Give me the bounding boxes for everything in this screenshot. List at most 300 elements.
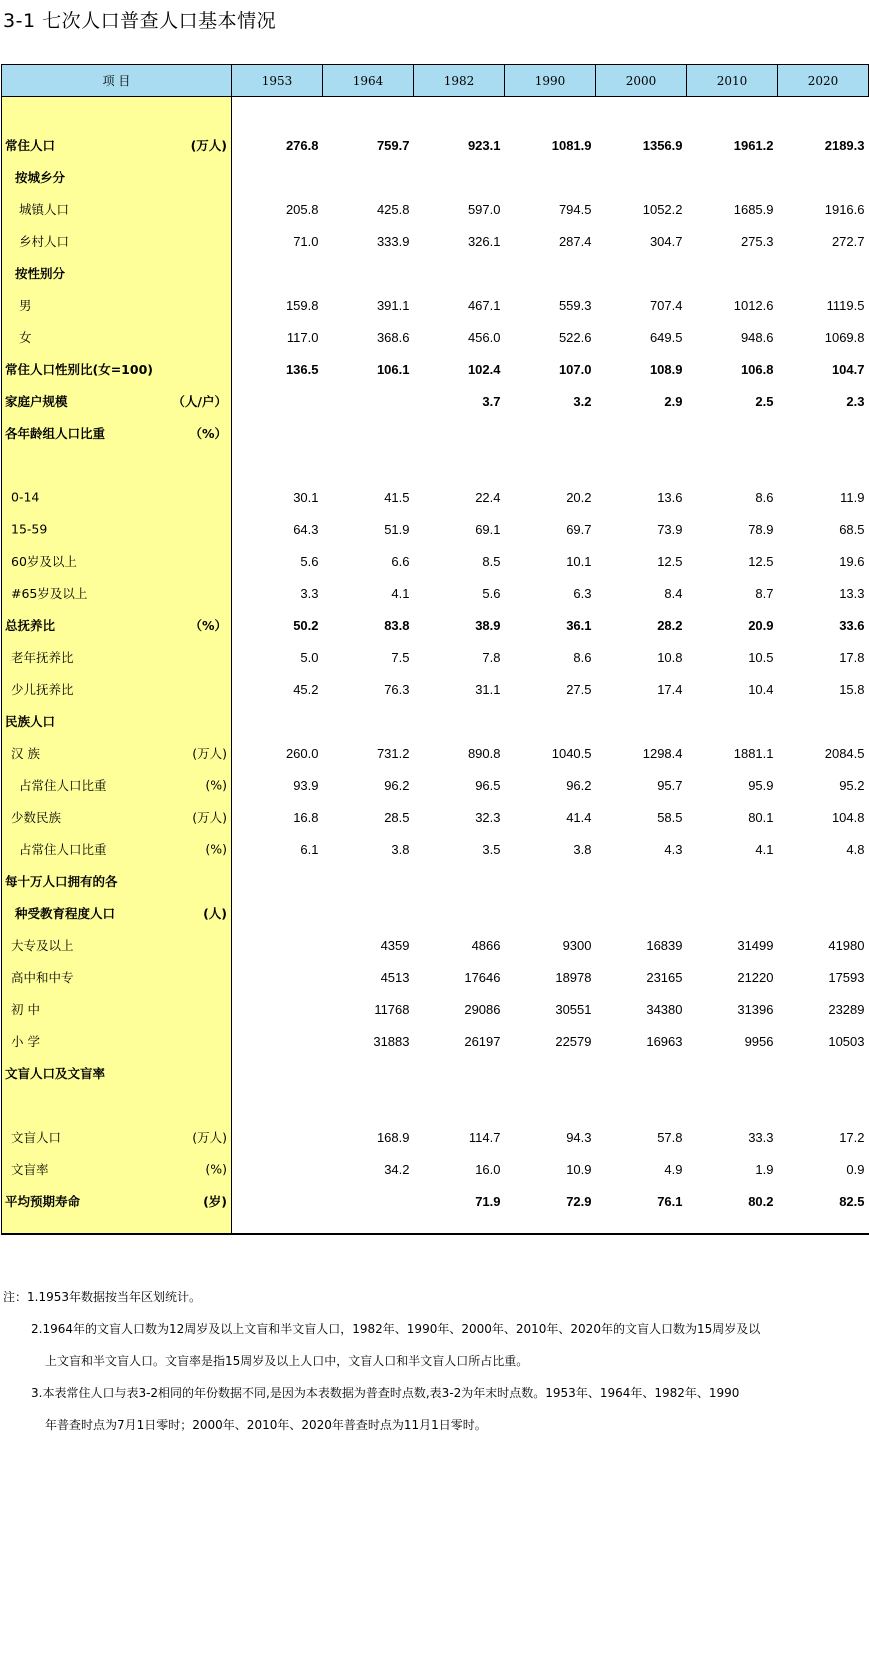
value-cell: 34380 xyxy=(646,1001,683,1017)
row-label-cell xyxy=(2,1089,232,1121)
value-cell: 71.0 xyxy=(293,233,319,249)
footnote-1: 注：1.1953年数据按当年区划统计。 xyxy=(3,1290,201,1304)
row-label-cell xyxy=(2,129,232,161)
value-cell xyxy=(778,1217,869,1234)
value-cell xyxy=(323,161,414,193)
value-cell: 1081.9 xyxy=(551,137,592,153)
value-cell xyxy=(323,1217,414,1234)
value-cell xyxy=(232,161,323,193)
value-cell: 272.7 xyxy=(831,233,865,249)
value-cell xyxy=(596,1217,687,1234)
row-label-cell xyxy=(2,1057,232,1089)
row-unit: (人) xyxy=(203,906,227,921)
row-unit: （%） xyxy=(189,426,227,441)
value-cell: 28.2 xyxy=(657,617,683,633)
row-label: 少数民族 xyxy=(11,810,62,825)
value-cell xyxy=(232,417,323,449)
value-cell: 28.5 xyxy=(384,809,410,825)
value-cell xyxy=(687,449,778,481)
value-cell: 391.1 xyxy=(376,297,410,313)
value-cell: 11768 xyxy=(374,1001,410,1017)
value-cell: 649.5 xyxy=(649,329,683,345)
value-cell: 71.9 xyxy=(475,1193,501,1209)
row-label-cell xyxy=(2,1153,232,1185)
table-row xyxy=(2,833,869,865)
value-cell: 2189.3 xyxy=(824,137,865,153)
row-label-cell xyxy=(2,673,232,705)
table-row xyxy=(2,417,869,449)
table-row xyxy=(2,257,869,289)
value-cell: 794.5 xyxy=(558,201,592,217)
value-cell xyxy=(505,705,596,737)
value-cell xyxy=(414,417,505,449)
row-label-cell xyxy=(2,289,232,321)
row-label-cell xyxy=(2,193,232,225)
table-row xyxy=(2,609,869,641)
value-cell: 136.5 xyxy=(285,361,319,377)
value-cell: 20.2 xyxy=(566,489,592,505)
value-cell: 1012.6 xyxy=(733,297,774,313)
value-cell xyxy=(505,1057,596,1089)
value-cell xyxy=(414,865,505,897)
value-cell: 95.7 xyxy=(657,777,683,793)
header-year: 2020 xyxy=(778,65,869,97)
value-cell: 6.3 xyxy=(573,585,592,601)
value-cell: 16.8 xyxy=(293,809,319,825)
value-cell: 731.2 xyxy=(376,745,410,761)
value-cell xyxy=(232,1089,323,1121)
value-cell: 425.8 xyxy=(376,201,410,217)
table-row xyxy=(2,545,869,577)
value-cell: 3.7 xyxy=(482,393,501,409)
value-cell: 82.5 xyxy=(839,1193,865,1209)
value-cell: 114.7 xyxy=(468,1129,501,1145)
value-cell: 2.9 xyxy=(664,393,683,409)
row-label-cell xyxy=(2,705,232,737)
value-cell: 31499 xyxy=(737,937,774,953)
value-cell xyxy=(596,897,687,929)
value-cell: 1069.8 xyxy=(824,329,865,345)
value-cell: 8.5 xyxy=(482,553,501,569)
row-label: 文盲率 xyxy=(11,1162,49,1177)
row-label: 按性别分 xyxy=(15,266,66,281)
value-cell xyxy=(414,257,505,289)
value-cell: 69.1 xyxy=(475,521,501,537)
table-row xyxy=(2,481,869,513)
value-cell: 4513 xyxy=(380,969,410,985)
value-cell xyxy=(232,257,323,289)
value-cell: 7.8 xyxy=(482,649,501,665)
value-cell xyxy=(687,865,778,897)
value-cell: 6.6 xyxy=(391,553,410,569)
value-cell: 83.8 xyxy=(384,617,410,633)
value-cell: 948.6 xyxy=(740,329,774,345)
value-cell xyxy=(778,1057,869,1089)
table-row xyxy=(2,1153,869,1185)
row-label: 平均预期寿命 xyxy=(5,1194,81,1209)
value-cell xyxy=(323,449,414,481)
value-cell: 890.8 xyxy=(467,745,501,761)
value-cell: 7.5 xyxy=(391,649,410,665)
value-cell xyxy=(323,257,414,289)
row-unit: （%） xyxy=(189,618,227,633)
value-cell xyxy=(505,449,596,481)
value-cell xyxy=(596,417,687,449)
value-cell: 38.9 xyxy=(475,617,501,633)
value-cell: 276.8 xyxy=(285,137,319,153)
table-row xyxy=(2,1121,869,1153)
value-cell: 2.3 xyxy=(846,393,865,409)
row-label: 总抚养比 xyxy=(5,618,56,633)
table-row xyxy=(2,1025,869,1057)
row-label-cell xyxy=(2,417,232,449)
value-cell: 10.1 xyxy=(566,553,592,569)
row-label: 老年抚养比 xyxy=(11,650,74,665)
value-cell xyxy=(687,705,778,737)
table-row xyxy=(2,289,869,321)
value-cell: 104.8 xyxy=(831,809,865,825)
value-cell xyxy=(778,705,869,737)
value-cell: 10.8 xyxy=(657,649,683,665)
value-cell xyxy=(323,897,414,929)
row-unit: (%) xyxy=(205,841,227,857)
value-cell: 32.3 xyxy=(475,809,501,825)
value-cell xyxy=(414,705,505,737)
value-cell xyxy=(414,97,505,130)
value-cell xyxy=(232,961,323,993)
table-row xyxy=(2,1057,869,1089)
row-label: 家庭户规模 xyxy=(5,394,68,409)
value-cell: 104.7 xyxy=(831,361,865,377)
value-cell: 8.4 xyxy=(664,585,683,601)
value-cell: 3.3 xyxy=(300,585,319,601)
value-cell xyxy=(778,449,869,481)
value-cell: 4.8 xyxy=(846,841,865,857)
table-row xyxy=(2,769,869,801)
row-label: 小 学 xyxy=(11,1034,40,1049)
row-label: 大专及以上 xyxy=(11,938,74,953)
value-cell: 4866 xyxy=(471,937,501,953)
value-cell: 1356.9 xyxy=(642,137,683,153)
table-row xyxy=(2,97,869,130)
value-cell xyxy=(232,385,323,417)
value-cell: 1.9 xyxy=(755,1161,774,1177)
row-label-cell xyxy=(2,609,232,641)
value-cell: 368.6 xyxy=(376,329,410,345)
row-label-cell xyxy=(2,1217,232,1234)
value-cell: 72.9 xyxy=(566,1193,592,1209)
value-cell xyxy=(323,1057,414,1089)
value-cell: 102.4 xyxy=(467,361,501,377)
row-label: 初 中 xyxy=(11,1002,40,1017)
value-cell xyxy=(414,1057,505,1089)
row-label-cell xyxy=(2,833,232,865)
value-cell: 1298.4 xyxy=(642,745,683,761)
value-cell: 8.6 xyxy=(755,489,774,505)
table-row xyxy=(2,801,869,833)
value-cell: 12.5 xyxy=(657,553,683,569)
value-cell xyxy=(687,1089,778,1121)
value-cell: 17646 xyxy=(464,969,501,985)
value-cell: 22.4 xyxy=(475,489,501,505)
value-cell: 106.8 xyxy=(740,361,774,377)
value-cell xyxy=(232,1153,323,1185)
value-cell xyxy=(505,161,596,193)
value-cell: 13.3 xyxy=(839,585,865,601)
footnote-3-cont: 年普查时点为7月1日零时；2000年、2010年、2020年普查时点为11月1日零时。 xyxy=(45,1418,487,1432)
row-unit: (%) xyxy=(205,1161,227,1177)
value-cell: 8.7 xyxy=(755,585,774,601)
row-label-cell xyxy=(2,257,232,289)
value-cell: 5.0 xyxy=(300,649,319,665)
value-cell: 4359 xyxy=(380,937,410,953)
value-cell: 17.2 xyxy=(839,1129,865,1145)
table-row xyxy=(2,865,869,897)
value-cell: 456.0 xyxy=(467,329,501,345)
header-item: 项 目 xyxy=(2,65,232,97)
header-year: 1964 xyxy=(323,65,414,97)
row-label: 乡村人口 xyxy=(19,234,70,249)
value-cell: 33.3 xyxy=(748,1129,774,1145)
value-cell: 41.4 xyxy=(566,809,592,825)
table-row xyxy=(2,673,869,705)
row-label: 常住人口 xyxy=(5,138,56,153)
value-cell: 1040.5 xyxy=(551,745,592,761)
table-row xyxy=(2,929,869,961)
value-cell: 106.1 xyxy=(376,361,410,377)
census-table xyxy=(1,64,869,1235)
value-cell xyxy=(505,257,596,289)
header-year: 2010 xyxy=(687,65,778,97)
value-cell xyxy=(323,97,414,130)
table-row xyxy=(2,129,869,161)
row-label: 60岁及以上 xyxy=(11,554,77,569)
value-cell: 4.9 xyxy=(664,1161,683,1177)
row-unit: (%) xyxy=(205,777,227,793)
value-cell: 31.1 xyxy=(475,681,501,697)
value-cell: 96.5 xyxy=(475,777,501,793)
row-unit: (万人) xyxy=(192,746,227,761)
value-cell xyxy=(323,705,414,737)
row-unit: (岁) xyxy=(203,1194,227,1209)
row-label-cell xyxy=(2,385,232,417)
row-label: 常住人口性别比(女=100) xyxy=(5,362,153,377)
value-cell: 707.4 xyxy=(649,297,683,313)
value-cell: 95.2 xyxy=(839,777,865,793)
value-cell xyxy=(687,1217,778,1234)
value-cell xyxy=(232,1121,323,1153)
row-label-cell xyxy=(2,513,232,545)
value-cell: 3.8 xyxy=(391,841,410,857)
value-cell xyxy=(505,1089,596,1121)
row-label-cell xyxy=(2,161,232,193)
value-cell xyxy=(596,161,687,193)
value-cell: 559.3 xyxy=(558,297,592,313)
table-row xyxy=(2,161,869,193)
value-cell xyxy=(596,1089,687,1121)
header-year: 1953 xyxy=(232,65,323,97)
value-cell: 9956 xyxy=(744,1033,774,1049)
value-cell: 29086 xyxy=(464,1001,501,1017)
table-row xyxy=(2,961,869,993)
value-cell: 57.8 xyxy=(657,1129,683,1145)
value-cell: 16839 xyxy=(646,937,683,953)
header-year: 1990 xyxy=(505,65,596,97)
value-cell xyxy=(505,1217,596,1234)
value-cell xyxy=(778,417,869,449)
value-cell: 9300 xyxy=(562,937,592,953)
value-cell xyxy=(778,1089,869,1121)
row-unit: （人/户） xyxy=(172,394,227,409)
value-cell xyxy=(505,97,596,130)
table-row xyxy=(2,225,869,257)
value-cell: 76.3 xyxy=(384,681,410,697)
table-row xyxy=(2,385,869,417)
row-label-cell xyxy=(2,545,232,577)
footnote-2-cont: 上文盲和半文盲人口。文盲率是指15周岁及以上人口中，文盲人口和半文盲人口所占比重。 xyxy=(45,1354,529,1368)
value-cell: 95.9 xyxy=(748,777,774,793)
value-cell xyxy=(778,97,869,130)
row-label: 各年龄组人口比重 xyxy=(5,426,106,441)
value-cell: 30551 xyxy=(555,1001,592,1017)
row-unit: (万人) xyxy=(192,810,227,825)
value-cell: 26197 xyxy=(464,1033,501,1049)
value-cell xyxy=(232,1025,323,1057)
table-row xyxy=(2,705,869,737)
census-table-container xyxy=(1,64,869,1235)
value-cell xyxy=(232,929,323,961)
row-unit: (万人) xyxy=(190,138,227,153)
value-cell: 64.3 xyxy=(293,521,319,537)
value-cell: 1685.9 xyxy=(733,201,774,217)
row-label-cell xyxy=(2,865,232,897)
row-label: 文盲人口及文盲率 xyxy=(5,1066,106,1081)
value-cell: 17.8 xyxy=(839,649,865,665)
value-cell: 5.6 xyxy=(482,585,501,601)
value-cell: 23165 xyxy=(646,969,683,985)
value-cell xyxy=(323,417,414,449)
table-row xyxy=(2,449,869,481)
value-cell: 1881.1 xyxy=(733,745,774,761)
row-label-cell xyxy=(2,641,232,673)
value-cell xyxy=(596,705,687,737)
row-label-cell xyxy=(2,929,232,961)
value-cell xyxy=(596,97,687,130)
value-cell: 20.9 xyxy=(748,617,774,633)
value-cell: 333.9 xyxy=(376,233,410,249)
value-cell xyxy=(596,1057,687,1089)
value-cell: 275.3 xyxy=(740,233,774,249)
value-cell: 12.5 xyxy=(748,553,774,569)
value-cell xyxy=(687,897,778,929)
table-row xyxy=(2,577,869,609)
value-cell: 8.6 xyxy=(573,649,592,665)
value-cell xyxy=(323,865,414,897)
row-label-cell xyxy=(2,897,232,929)
value-cell xyxy=(232,1217,323,1234)
value-cell: 16963 xyxy=(646,1033,683,1049)
row-label-cell xyxy=(2,1025,232,1057)
value-cell xyxy=(505,897,596,929)
row-label: 汉 族 xyxy=(11,746,40,761)
value-cell xyxy=(414,1089,505,1121)
value-cell: 10503 xyxy=(828,1033,865,1049)
row-label-cell xyxy=(2,449,232,481)
value-cell xyxy=(505,417,596,449)
value-cell: 69.7 xyxy=(566,521,592,537)
value-cell: 73.9 xyxy=(657,521,683,537)
value-cell: 80.2 xyxy=(748,1193,774,1209)
value-cell xyxy=(778,257,869,289)
value-cell: 522.6 xyxy=(558,329,592,345)
value-cell xyxy=(778,161,869,193)
value-cell: 0.9 xyxy=(846,1161,865,1177)
value-cell: 10.9 xyxy=(566,1161,592,1177)
value-cell: 36.1 xyxy=(566,617,592,633)
value-cell xyxy=(232,865,323,897)
value-cell: 30.1 xyxy=(293,489,319,505)
row-label: 15-59 xyxy=(11,521,48,537)
value-cell: 597.0 xyxy=(467,201,501,217)
value-cell: 159.8 xyxy=(285,297,319,313)
table-row xyxy=(2,321,869,353)
row-label-cell xyxy=(2,225,232,257)
footnote-3: 3.本表常住人口与表3-2相同的年份数据不同,是因为本表数据为普查时点数,表3-2为年末时点数。1953年、1964年、1982年、1990 xyxy=(31,1386,740,1400)
value-cell: 45.2 xyxy=(293,681,319,697)
row-label: 民族人口 xyxy=(5,714,56,729)
value-cell: 31883 xyxy=(373,1033,410,1049)
table-row xyxy=(2,737,869,769)
table-row xyxy=(2,513,869,545)
row-label: 按城乡分 xyxy=(15,170,66,185)
value-cell: 1961.2 xyxy=(733,137,774,153)
value-cell: 205.8 xyxy=(285,201,319,217)
row-label-cell xyxy=(2,577,232,609)
value-cell: 34.2 xyxy=(384,1161,410,1177)
value-cell xyxy=(687,417,778,449)
value-cell: 3.5 xyxy=(482,841,501,857)
row-label-cell xyxy=(2,353,232,385)
header-year: 1982 xyxy=(414,65,505,97)
footnote-2: 2.1964年的文盲人口数为12周岁及以上文盲和半文盲人口，1982年、1990年、2000年、2010年、2020年的文盲人口数为15周岁及以 xyxy=(31,1322,761,1336)
value-cell: 18978 xyxy=(555,969,592,985)
value-cell: 22579 xyxy=(555,1033,592,1049)
value-cell: 168.9 xyxy=(376,1129,410,1145)
table-row xyxy=(2,993,869,1025)
value-cell: 31396 xyxy=(737,1001,774,1017)
value-cell: 1916.6 xyxy=(824,201,865,217)
value-cell xyxy=(323,1185,414,1217)
row-label-cell xyxy=(2,993,232,1025)
value-cell xyxy=(687,1057,778,1089)
value-cell xyxy=(232,1057,323,1089)
value-cell: 3.8 xyxy=(573,841,592,857)
value-cell: 80.1 xyxy=(748,809,774,825)
value-cell: 4.3 xyxy=(664,841,683,857)
value-cell xyxy=(687,257,778,289)
row-label: 城镇人口 xyxy=(19,202,70,217)
table-row xyxy=(2,1089,869,1121)
value-cell xyxy=(414,449,505,481)
row-label: 0-14 xyxy=(11,489,40,505)
row-label: 少儿抚养比 xyxy=(11,682,74,697)
value-cell: 326.1 xyxy=(467,233,501,249)
row-label-cell xyxy=(2,961,232,993)
value-cell xyxy=(232,97,323,130)
row-label: 每十万人口拥有的各 xyxy=(5,874,118,889)
value-cell: 304.7 xyxy=(649,233,683,249)
value-cell: 23289 xyxy=(828,1001,865,1017)
